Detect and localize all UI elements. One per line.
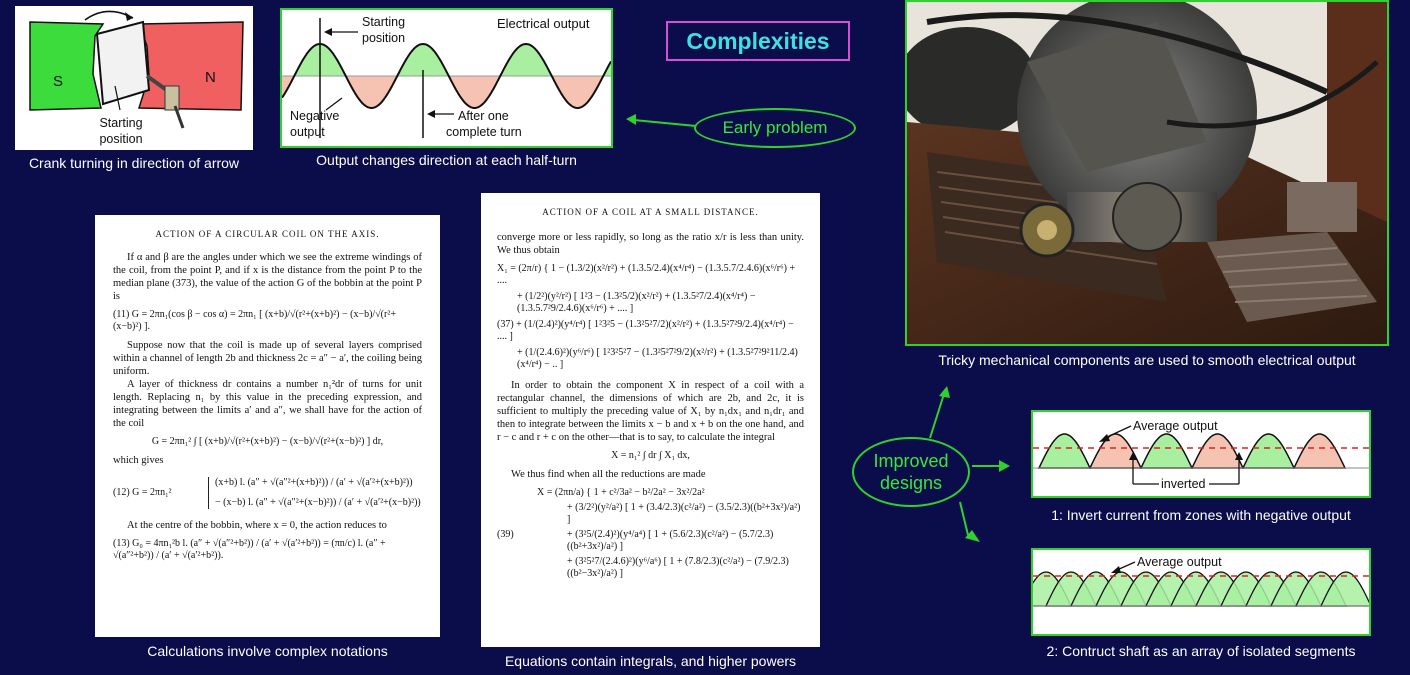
doc2-heading: ACTION OF A COIL AT A SMALL DISTANCE. <box>542 207 759 217</box>
design2-svg <box>1033 550 1369 634</box>
improved-line-1: Improved <box>873 451 949 471</box>
design2-caption: 2: Contruct shaft as an array of isolated segments <box>1046 643 1356 659</box>
design1-lobe <box>1192 434 1243 468</box>
doc2-caption: Equations contain integrals, and higher powers <box>504 653 797 669</box>
doc2-para2: In order to obtain the component X in respect of a coil with a rectangular channel, the dimensions of which are 2b, and 2c, it is sufficient to multiply the preceding value of X₁ by n₁dx₁ and n₁dr₁ and then to integrate between the limits x − b and x + b on the one hand, and r − c and r + c on the other—that is to say, to calculate the integral <box>497 380 804 443</box>
design1-lobe <box>1243 434 1294 468</box>
design1-lobe <box>1294 434 1345 468</box>
north-magnet <box>139 22 243 110</box>
design1-lobe <box>1141 434 1192 468</box>
doc2-eq39b: + (3/2²)(y²/a²) [ 1 + (3.4/2.3)(c²/a²) − (3.5/2.3)((b²+3x²)/a²) ] <box>567 502 801 525</box>
start-label-2: position <box>99 132 143 146</box>
turn-arrowhead <box>427 110 435 118</box>
wave-start-1: Starting <box>362 15 406 29</box>
design1-svg <box>1033 412 1369 496</box>
doc1-eq12-lhs: (12) G = 2πn₁² <box>113 487 172 498</box>
doc2-eq39-lhs: (39) <box>497 529 514 540</box>
doc2-eq-x1d: + (1/(2.4.6)²)(y⁶/r⁶) [ 1²3²5²7 − (1.3²5²7²9/2)(x²/r²) + (1.3.5²7²9²11/2.4)(x⁴/r⁴) − .. ] <box>517 347 798 370</box>
early-problem-arrow <box>620 108 700 138</box>
page-title: Complexities <box>666 21 850 61</box>
doc1-caption: Calculations involve complex notations <box>147 643 388 659</box>
doc2-eq-int: X = n₁² ∫ dr ∫ X₁ dx, <box>611 450 690 461</box>
design2-panel <box>1031 548 1371 636</box>
early-problem-oval: Early problem <box>694 108 856 148</box>
start-label-1: Starting <box>99 116 143 130</box>
south-magnet <box>30 22 103 110</box>
improved-arrows <box>900 370 1020 550</box>
generator-svg <box>15 6 253 150</box>
turn-1: After one <box>458 109 509 123</box>
doc1-which-gives: which gives <box>113 455 164 466</box>
wave-start-2: position <box>362 31 406 45</box>
start-arrowhead <box>324 28 332 36</box>
doc1-eq12b: − (x−b) l. (a″ + √(a″²+(x−b)²)) / (a′ + √(a′²+(x−b)²)) <box>215 497 421 508</box>
design1-lobe <box>1039 434 1090 468</box>
turn-2: complete turn <box>446 125 522 139</box>
doc1-eq11: (11) G = 2πn₁(cos β − cos α) = 2πn₁ [ (x+b)/√(r²+(x+b)²) − (x−b)/√(r²+(x−b)²) ]. <box>113 309 396 332</box>
waveform-panel <box>280 8 613 148</box>
label-s: S <box>53 73 64 90</box>
doc2-eq39c: + (3²5/(2.4)²)(y⁴/a⁴) [ 1 + (5.6/2.3)(c²/a²) − (5.7/2.3)((b²+3x²)/a²) ] <box>567 529 774 552</box>
machine-caption: Tricky mechanical components are used to smooth electrical output <box>938 352 1356 368</box>
doc1-heading: ACTION OF A CIRCULAR COIL ON THE AXIS. <box>155 229 380 239</box>
improved-line-2: designs <box>879 473 943 493</box>
machine-photo <box>905 0 1389 346</box>
doc1-para1: If α and β are the angles under which we see the extreme windings of the coil, from the point P, and if x is the distance from the point P to the median plane (373), the value of the action G of the bobbin at the point P is <box>113 252 422 302</box>
doc2-eq-x1b: + (1/2²)(y²/r²) [ 1²3 − (1.3²5/2)(x²/r²) + (1.3.5²7/2.4)(x⁴/r⁴) − (1.3.5.7²9/2.4.6)(x⁶/r⁶) + .... ] <box>517 291 756 314</box>
doc2-eq39d: + (3²5²7/(2.4.6)²)(y⁶/a⁶) [ 1 + (7.8/2.3)(c²/a²) − (7.9/2.3)((b²−3x²)/a²) ] <box>567 556 789 579</box>
label-n: N <box>205 69 216 86</box>
doc1-eq13: (13) G₀ = 4πn₁²b l. (a″ + √(a″²+b²)) / (a′ + √(a′²+b²)) = (πn/c) l. (a″ + √(a″²+b²)) / (a′ + √(a′²+b²)). <box>113 538 386 561</box>
coil-loop <box>97 22 149 104</box>
waveform-caption: Output changes direction at each half-turn <box>316 152 577 168</box>
design2-average-label: Average output <box>1137 555 1222 569</box>
generator-caption: Crank turning in direction of arrow <box>28 155 240 171</box>
doc1-para4: At the centre of the bobbin, where x = 0, the action reduces to <box>127 520 387 531</box>
document-circular-coil <box>95 215 440 637</box>
design2-lobes <box>1033 572 1369 606</box>
doc2-para3: We thus find when all the reductions are made <box>511 469 706 480</box>
design1-lobes <box>1039 434 1345 468</box>
negative-1: Negative <box>290 109 340 123</box>
machine-svg <box>907 2 1387 344</box>
doc1-eq-g: G = 2πn₁² ∫ [ (x+b)/√(r²+(x+b)²) − (x−b)/√(r²+(x−b)²) ] dr, <box>151 436 384 447</box>
doc2-eq-x1c: (37) + (1/(2.4)²)(y⁴/r⁴) [ 1²3²5 − (1.3²5²7/2)(x²/r²) + (1.3.5²7²9/2.4)(x⁴/r⁴) − .... ] <box>497 319 794 342</box>
crank-hub <box>165 86 179 110</box>
electrical-output-label: Electrical output <box>497 16 590 31</box>
doc1-eq12 <box>113 477 422 509</box>
design1-average-label: Average output <box>1133 419 1218 433</box>
negative-2: output <box>290 125 325 139</box>
design1-caption: 1: Invert current from zones with negative output <box>1051 507 1351 523</box>
doc1-para3: A layer of thickness dr contains a number n₁²dr of turns for unit length. Replacing n₁ by this value in the preceding expression, and integrating between the limits a′ and a″, we shall have for the action of the coil <box>113 379 422 429</box>
design1-panel <box>1031 410 1371 498</box>
doc1-para2: Suppose now that the coil is made up of several layers comprised within a channel of length 2b and thickness 2c = a″ − a′, the coiling being uniform. <box>113 340 422 377</box>
doc1-eq12a: (x+b) l. (a″ + √(a″²+(x+b)²)) / (a′ + √(a′²+(x+b)²)) <box>215 477 413 488</box>
doc2-para1: converge more or less rapidly, so long as the ratio x/r is less than unity. We thus obtain <box>497 232 804 256</box>
negative-lobes <box>282 76 611 108</box>
design1-inverted-label: inverted <box>1161 477 1206 491</box>
doc2-eq-x1a: X₁ = (2π/r) { 1 − (1.3/2)(x²/r²) + (1.3.5/2.4)(x⁴/r⁴) − (1.3.5.7/2.4.6)(x⁶/r⁶) + .... <box>497 263 796 286</box>
waveform-svg <box>282 10 611 146</box>
document-coil-small-distance <box>481 193 820 647</box>
doc2-eq39a: X = (2πn/a) { 1 + c²/3a² − b²/2a² − 3x²/2a² <box>537 487 705 498</box>
generator-diagram <box>15 6 253 150</box>
